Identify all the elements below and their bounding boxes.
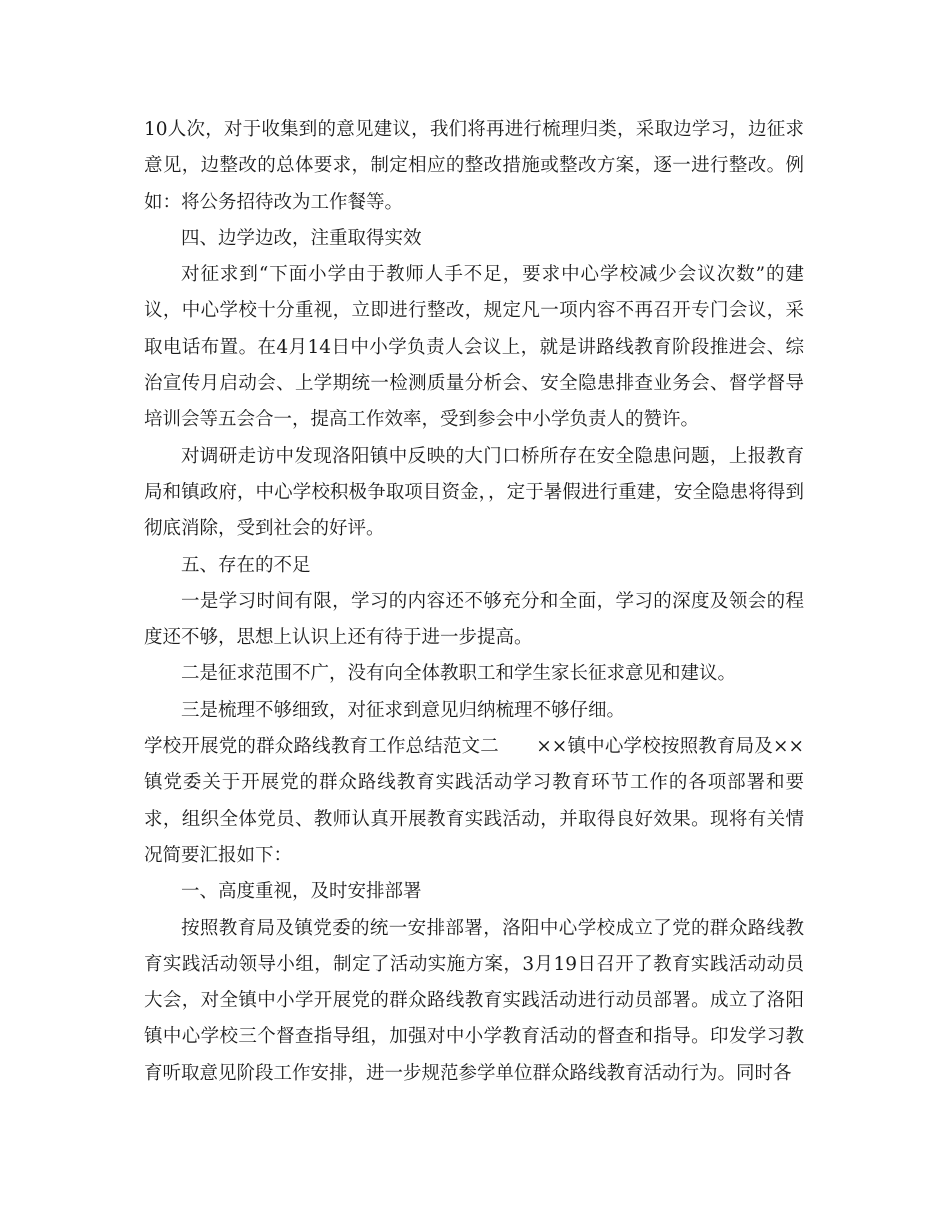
section-heading: 一、高度重视，及时安排部署 [181,881,422,903]
paragraph: 对调研走访中发现洛阳镇中反映的大门口桥所存在安全隐患问题，上报教育局和镇政府，中心学校积极争取项目资金，，定于暑假进行重建，安全隐患将得到彻底消除，受到社会的好评。 [144,445,804,540]
paragraph: 对征求到“下面小学由于教师人手不足，要求中心学校减少会议次数”的建议，中心学校十分重视，立即进行整改，规定凡一项内容不再召开专门会议，采取电话布置。在4月14日中小学负责人会议上，就是讲路线教育阶段推进会、综治宣传月启动会、上学期统一检测质量分析会、安全隐患排查业务会、督学督导培训会等五会合一，提高工作效率，受到参会中小学负责人的赞许。 [144,264,804,431]
section-heading: 四、边学边改，注重取得实效 [181,227,422,249]
paragraph: 一是学习时间有限，学习的内容还不够充分和全面，学习的深度及领会的程度还不够，思想上认识上还有待于进一步提高。 [144,590,804,649]
paragraph: 二是征求范围不广，没有向全体教职工和学生家长征求意见和建议。 [181,663,737,685]
section-heading: 五、存在的不足 [181,554,311,576]
paragraph: 按照教育局及镇党委的统一安排部署，洛阳中心学校成立了党的群众路线教育实践活动领导小组，制定了活动实施方案，3月19日召开了教育实践活动动员大会，对全镇中小学开展党的群众路线教育实践活动进行动员部署。成立了洛阳镇中心学校三个督查指导组，加强对中小学教育活动的督查和指导。印发学习教育听取意见阶段工作安排，进一步规范参学单位群众路线教育活动行为。同时各 [144,917,804,1084]
paragraph: 三是梳理不够细致，对征求到意见归纳梳理不够仔细。 [181,699,626,721]
paragraph: 学校开展党的群众路线教育工作总结范文二 ××镇中心学校按照教育局及××镇党委关于开展党的群众路线教育实践活动学习教育环节工作的各项部署和要求，组织全体党员、教师认真开展教育实践活动，并取得良好效果。现将有关情况简要汇报如下： [144,736,804,866]
paragraph: 10人次，对于收集到的意见建议，我们将再进行梳理归类，采取边学习，边征求意见，边整改的总体要求，制定相应的整改措施或整改方案，逐一进行整改。例如：将公务招待改为工作餐等。 [144,119,804,213]
document-body [144,112,804,1092]
